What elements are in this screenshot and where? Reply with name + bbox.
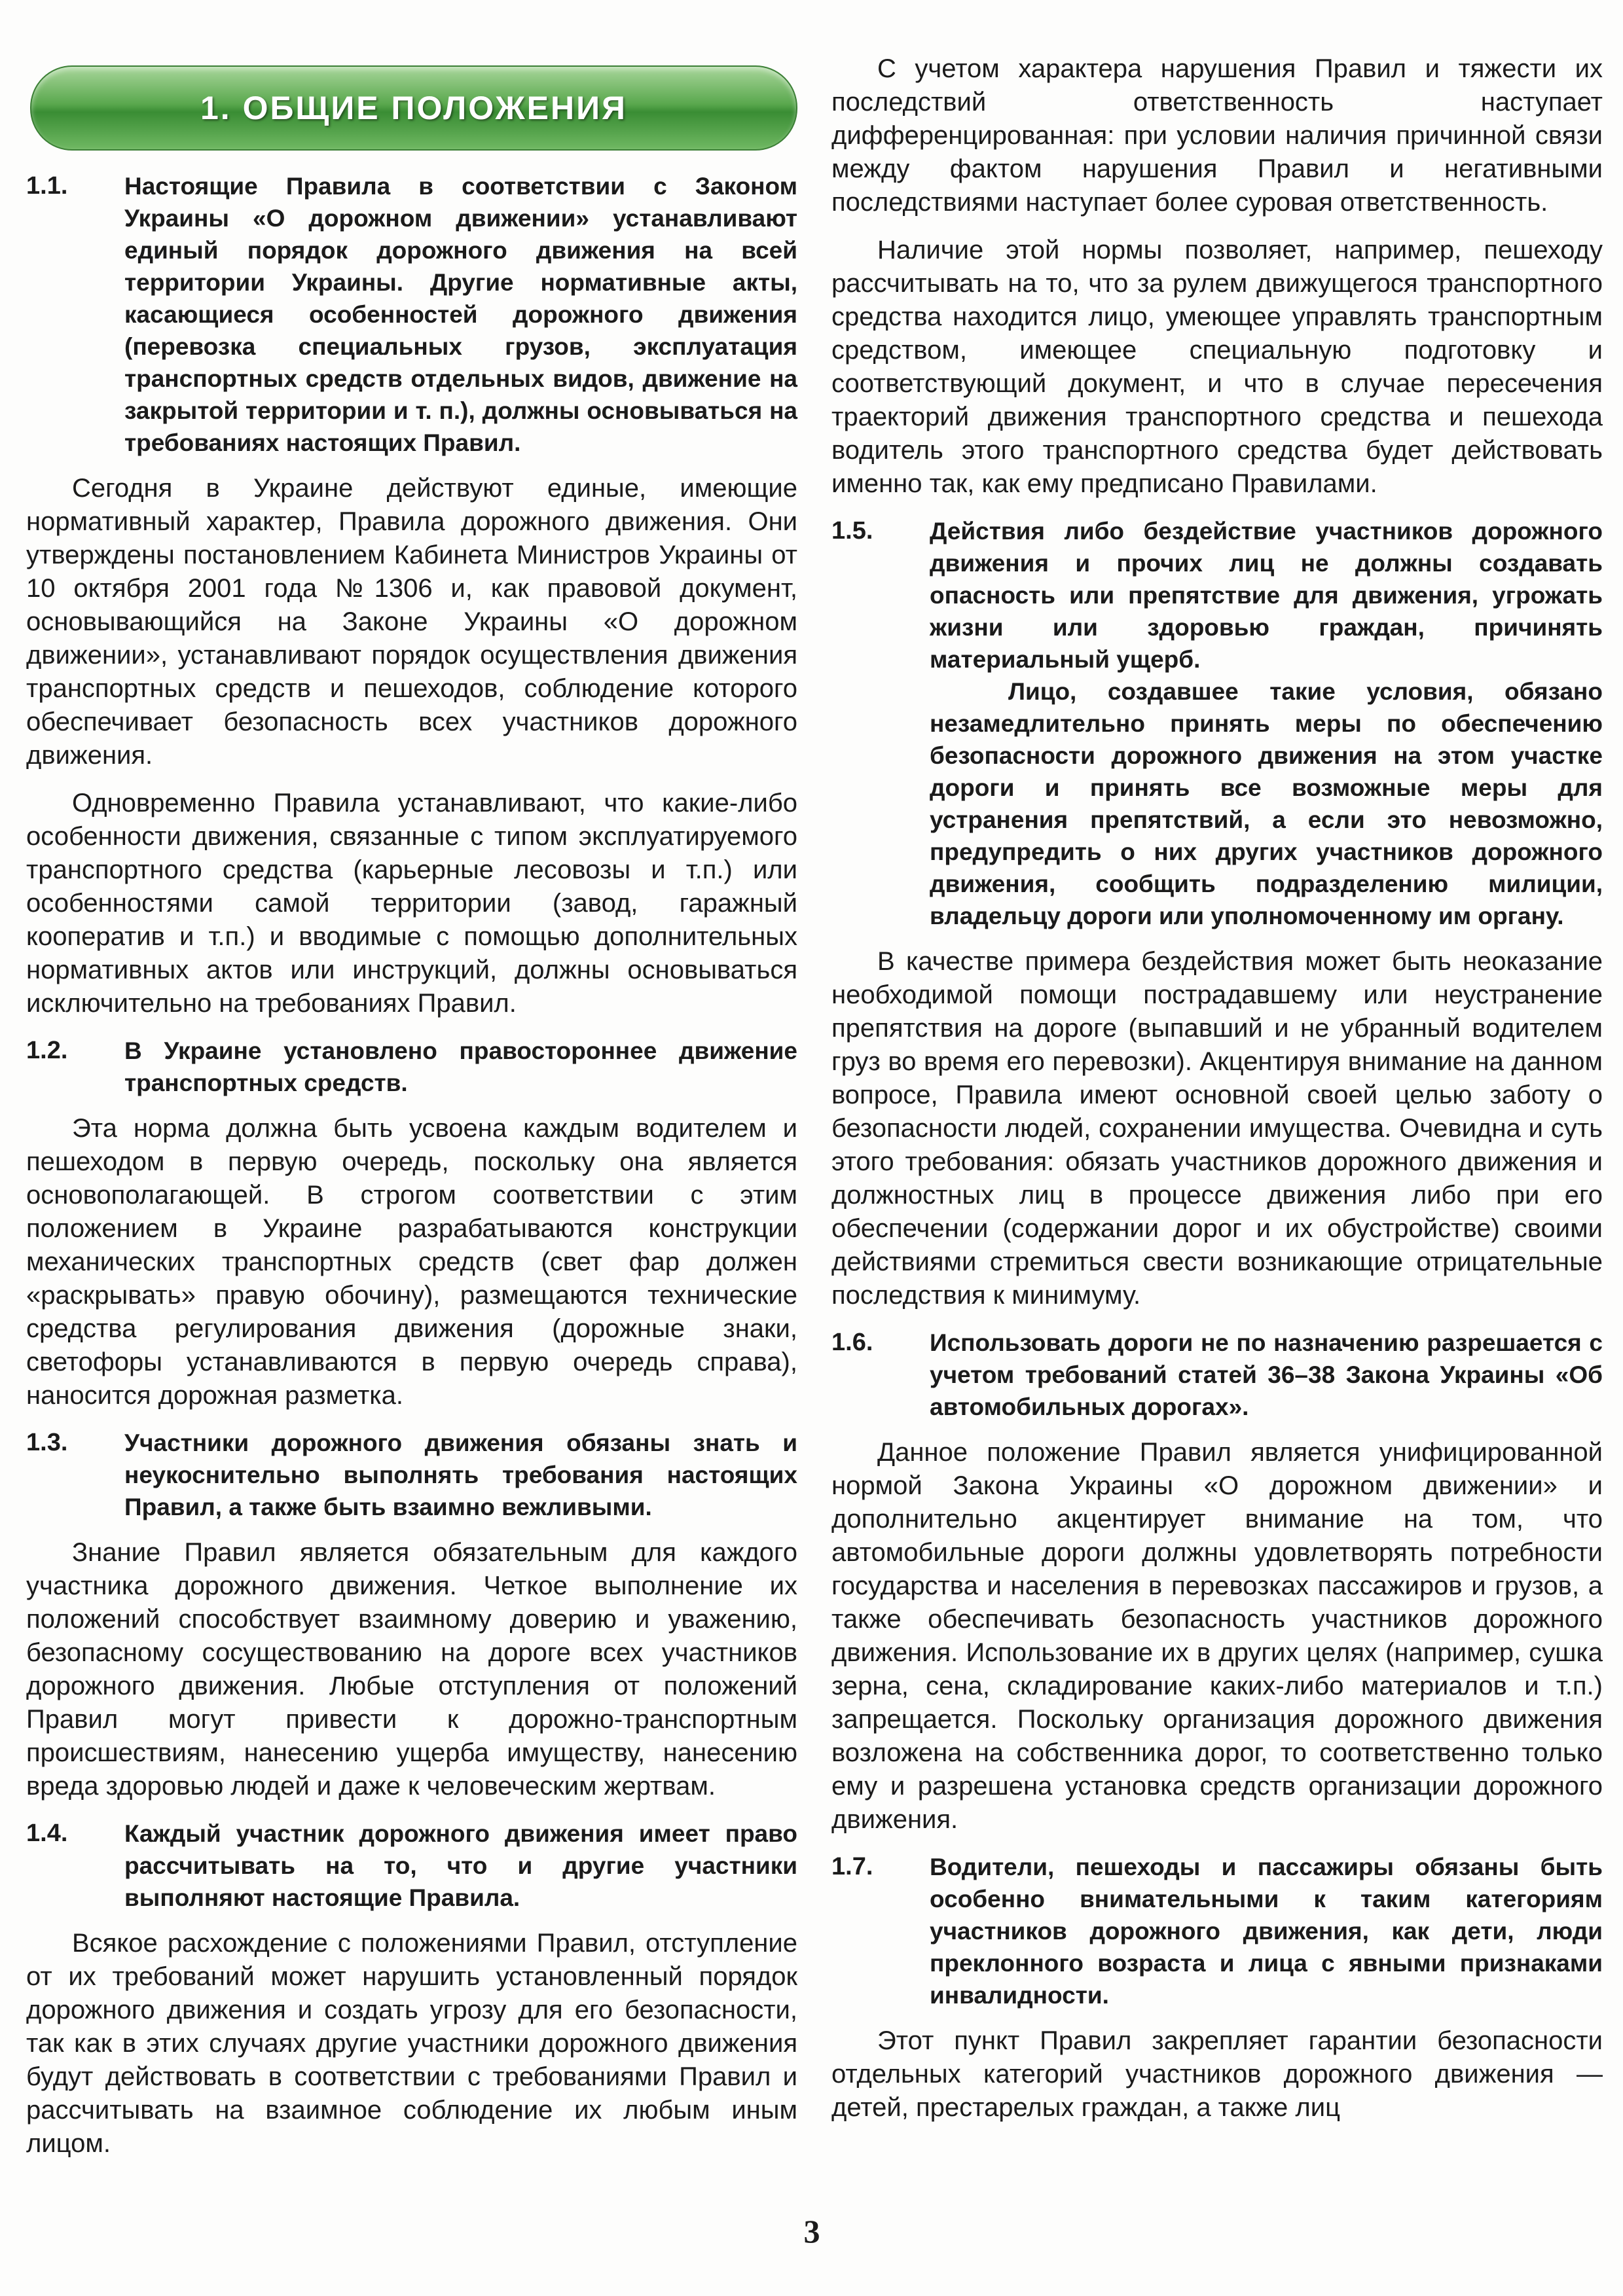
rule-text: В Украине установлено правостороннее движение транспортных средств. — [124, 1037, 797, 1096]
rule-number: 1.6. — [831, 1329, 873, 1356]
section-title: 1. ОБЩИЕ ПОЛОЖЕНИЯ — [200, 90, 627, 126]
rule-text: Действия либо бездействие участников дорожного движения и прочих лиц не должны создавать опасность или препятствие для движения, угрожать жизни или здоровью граждан, причинять материальный ущерб. — [930, 518, 1603, 673]
commentary-paragraph: Одновременно Правила устанавливают, что какие-либо особенности движения, связанные с типом эксплуатируемого транспортного средства (карьерные лесовозы и т.п.) или особенностями самой территории (завод, гаражный кооператив и т.п.) и вводимые с помощью дополнительных нормативных актов или инструкций, должны основываться исключительно на требованиях Правил. — [26, 789, 797, 1018]
section-banner — [30, 65, 797, 151]
commentary-paragraph: Знание Правил является обязательным для каждого участника дорожного движения. Четкое выполнение их положений способствует взаимному доверию и уважению, безопасному сосуществованию на дороге всех участников дорожного движения. Любые отступления от положений Правил могут привести к дорожно-транспортным происшествиям, нанесению ущерба имуществу, нанесению вреда здоровью людей и даже к человеческим жертвам. — [26, 1538, 797, 1801]
page-number: 3 — [803, 2213, 820, 2250]
rule-number: 1.3. — [26, 1429, 68, 1456]
left-column — [26, 59, 797, 2175]
rule-1-5 — [831, 515, 1603, 932]
rule-text: Использовать дороги не по назначению разрешается с учетом требований статей 36–38 Закона Украины «Об автомобильных дорогах». — [930, 1329, 1603, 1420]
rule-1-2 — [26, 1035, 797, 1099]
commentary-paragraph: Сегодня в Украине действуют единые, имеющие нормативный характер, Правила дорожного движения. Они утверждены постановлением Кабинета Министров Украины от 10 октября 2001 года №1306 и, как правовой документ, основывающийся на Законе Украины «О дорожном движении», устанавливают порядок осуществления движения транспортных средств и пешеходов, соблюдение которого обеспечивает безопасность всех участников дорожного движения. — [26, 474, 797, 770]
rule-text: Водители, пешеходы и пассажиры обязаны быть особенно внимательными к таким категориям участников дорожного движения, как дети, люди преклонного возраста и лица с явными признаками инвалидности. — [930, 1854, 1603, 2009]
rule-number: 1.5. — [831, 517, 873, 545]
commentary-paragraph: Эта норма должна быть усвоена каждым водителем и пешеходом в первую очередь, поскольку она является основополагающей. В строгом соответствии с этим положением в Украине разрабатываются конструкции механических транспортных средств (свет фар должен «раскрывать» правую обочину), размещаются технические средства регулирования движения (дорожные знаки, светофоры устанавливаются в первую очередь справа), наносится дорожная разметка. — [26, 1114, 797, 1410]
rule-text: Лицо, создавшее такие условия, обязано незамедлительно принять меры по обеспечению безопасности дорожного движения на этом участке дороги и принять все возможные меры для устранения препятствий, а если это невозможно, предупредить о них других участников дорожного движения, сообщить подразделению милиции, владельцу дороги или уполномоченному им органу. — [930, 678, 1603, 929]
commentary-paragraph: Данное положение Правил является унифицированной нормой Закона Украины «О дорожном движении» и дополнительно акцентирует внимание на том, что автомобильные дороги должны удовлетворять потребности государства и населения в перевозках пассажиров и грузов, а также обеспечивать безопасность участников дорожного движения. Использование их в других целях (например, сушка зерна, сена, складирование каких-либо материалов и т.п.) запрещается. Поскольку организация дорожного движения возложена на собственника дорог, то соответственно только ему и разрешена установка средств организации дорожного движения. — [831, 1438, 1603, 1834]
commentary-paragraph: Этот пункт Правил закрепляет гарантии безопасности отдельных категорий участников дорожного движения — детей, престарелых граждан, а также лиц — [831, 2026, 1603, 2122]
rule-1-4 — [26, 1818, 797, 1914]
rule-text: Участники дорожного движения обязаны знать и неукоснительно выполнять требования настоящих Правил, а также быть взаимно вежливыми. — [124, 1429, 797, 1520]
commentary-paragraph: В качестве примера бездействия может быть неоказание необходимой помощи пострадавшему или неустранение препятствия на дороге (выпавший и не убранный водителем груз во время его перевозки). Акцентируя внимание на данном вопросе, Правила имеют основной своей целью заботу о безопасности людей, сохранении имущества. Очевидна и суть этого требования: обязать участников дорожного движения и должностных лиц в процессе движения либо при его обеспечении (содержании дорог и их обустройстве) своими действиями стремиться свести возникающие отрицательные последствия к минимуму. — [831, 947, 1603, 1310]
rule-number: 1.4. — [26, 1820, 68, 1847]
rule-1-1 — [26, 170, 797, 459]
commentary-paragraph: Наличие этой нормы позволяет, например, пешеходу рассчитывать на то, что за рулем движущегося транспортного средства находится лицо, умеющее управлять транспортным средством, имеющее специальную подготовку и соответствующий документ, и что в случае пересечения траекторий движения транспортного средства и пешехода водитель этого транспортного средства будет действовать именно так, как ему предписано Правилами. — [831, 236, 1603, 498]
rule-text: Настоящие Правила в соответствии с Законом Украины «О дорожном движении» устанавливают единый порядок дорожного движения на всей территории Украины. Другие нормативные акты, касающиеся особенностей дорожного движения (перевозка специальных грузов, эксплуатация транспортных средств отдельных видов, движение на закрытой территории и т. п.), должны основываться на требованиях настоящих Правил. — [124, 173, 797, 456]
commentary-paragraph: Всякое расхождение с положениями Правил, отступление от их требований может нарушить установленный порядок дорожного движения и создать угрозу для его безопасности, так как в этих случаях другие участники дорожного движения будут действовать в соответствии с требованиями Правил и рассчитывать на взаимное соблюдение их любым иным лицом. — [26, 1929, 797, 2158]
rule-text: Каждый участник дорожного движения имеет право рассчитывать на то, что и другие участники выполняют настоящие Правила. — [124, 1820, 797, 1911]
rule-number: 1.1. — [26, 172, 68, 200]
commentary-paragraph: С учетом характера нарушения Правил и тяжести их последствий ответственность наступает дифференцированная: при условии наличия причинной связи между фактом нарушения Правил и негативными последствиями наступает более суровая ответственность. — [831, 54, 1603, 217]
rule-1-7 — [831, 1851, 1603, 2011]
rule-number: 1.2. — [26, 1037, 68, 1064]
rule-1-3 — [26, 1427, 797, 1523]
rule-1-6 — [831, 1327, 1603, 1423]
right-column — [831, 52, 1603, 2139]
rule-number: 1.7. — [831, 1853, 873, 1880]
